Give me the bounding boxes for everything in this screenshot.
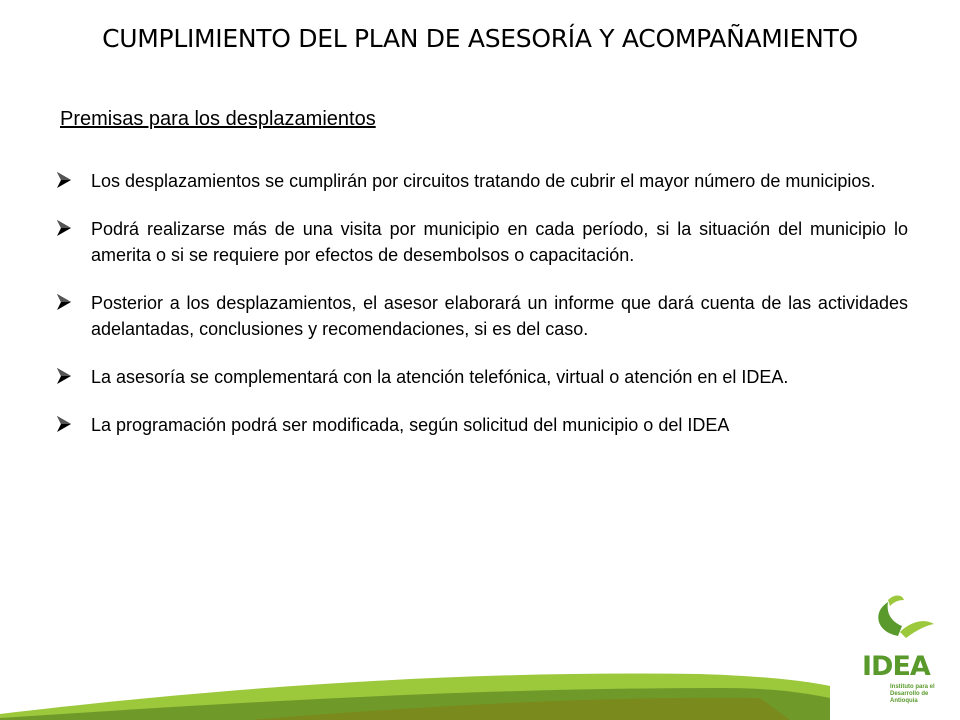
premises-list bbox=[56, 168, 908, 438]
list-item-text: La programación podrá ser modificada, según solicitud del municipio o del IDEA bbox=[91, 415, 730, 435]
logo-wordmark: IDEA bbox=[862, 651, 930, 682]
list-item-text: Los desplazamientos se cumplirán por circuitos tratando de cubrir el mayor número de municipios. bbox=[91, 171, 876, 191]
list-item-text: Podrá realizarse más de una visita por municipio en cada período, si la situación del municipio lo amerita o si se requiere por efectos de desembolsos o capacitación. bbox=[91, 219, 908, 265]
arrow-bullet-icon bbox=[56, 367, 72, 385]
list-item-text: Posterior a los desplazamientos, el asesor elaborará un informe que dará cuenta de las actividades adelantadas, conclusiones y recomendaciones, si es del caso. bbox=[91, 293, 908, 339]
arrow-bullet-icon bbox=[56, 171, 72, 189]
list-item bbox=[56, 412, 908, 438]
list-item bbox=[56, 364, 908, 390]
logo-tagline: Instituto para el Desarrollo de Antioquia bbox=[890, 684, 935, 704]
decorative-swoosh bbox=[0, 630, 960, 720]
list-item bbox=[56, 290, 908, 342]
slide-title: CUMPLIMIENTO DEL PLAN DE ASESORÍA Y ACOMPAÑAMIENTO bbox=[102, 24, 858, 53]
arrow-bullet-icon bbox=[56, 293, 72, 311]
list-item bbox=[56, 216, 908, 268]
list-item-text: La asesoría se complementará con la atención telefónica, virtual o atención en el IDEA. bbox=[91, 367, 789, 387]
list-item bbox=[56, 168, 908, 194]
arrow-bullet-icon bbox=[56, 415, 72, 433]
section-subtitle: Premisas para los desplazamientos bbox=[60, 108, 376, 130]
arrow-bullet-icon bbox=[56, 219, 72, 237]
